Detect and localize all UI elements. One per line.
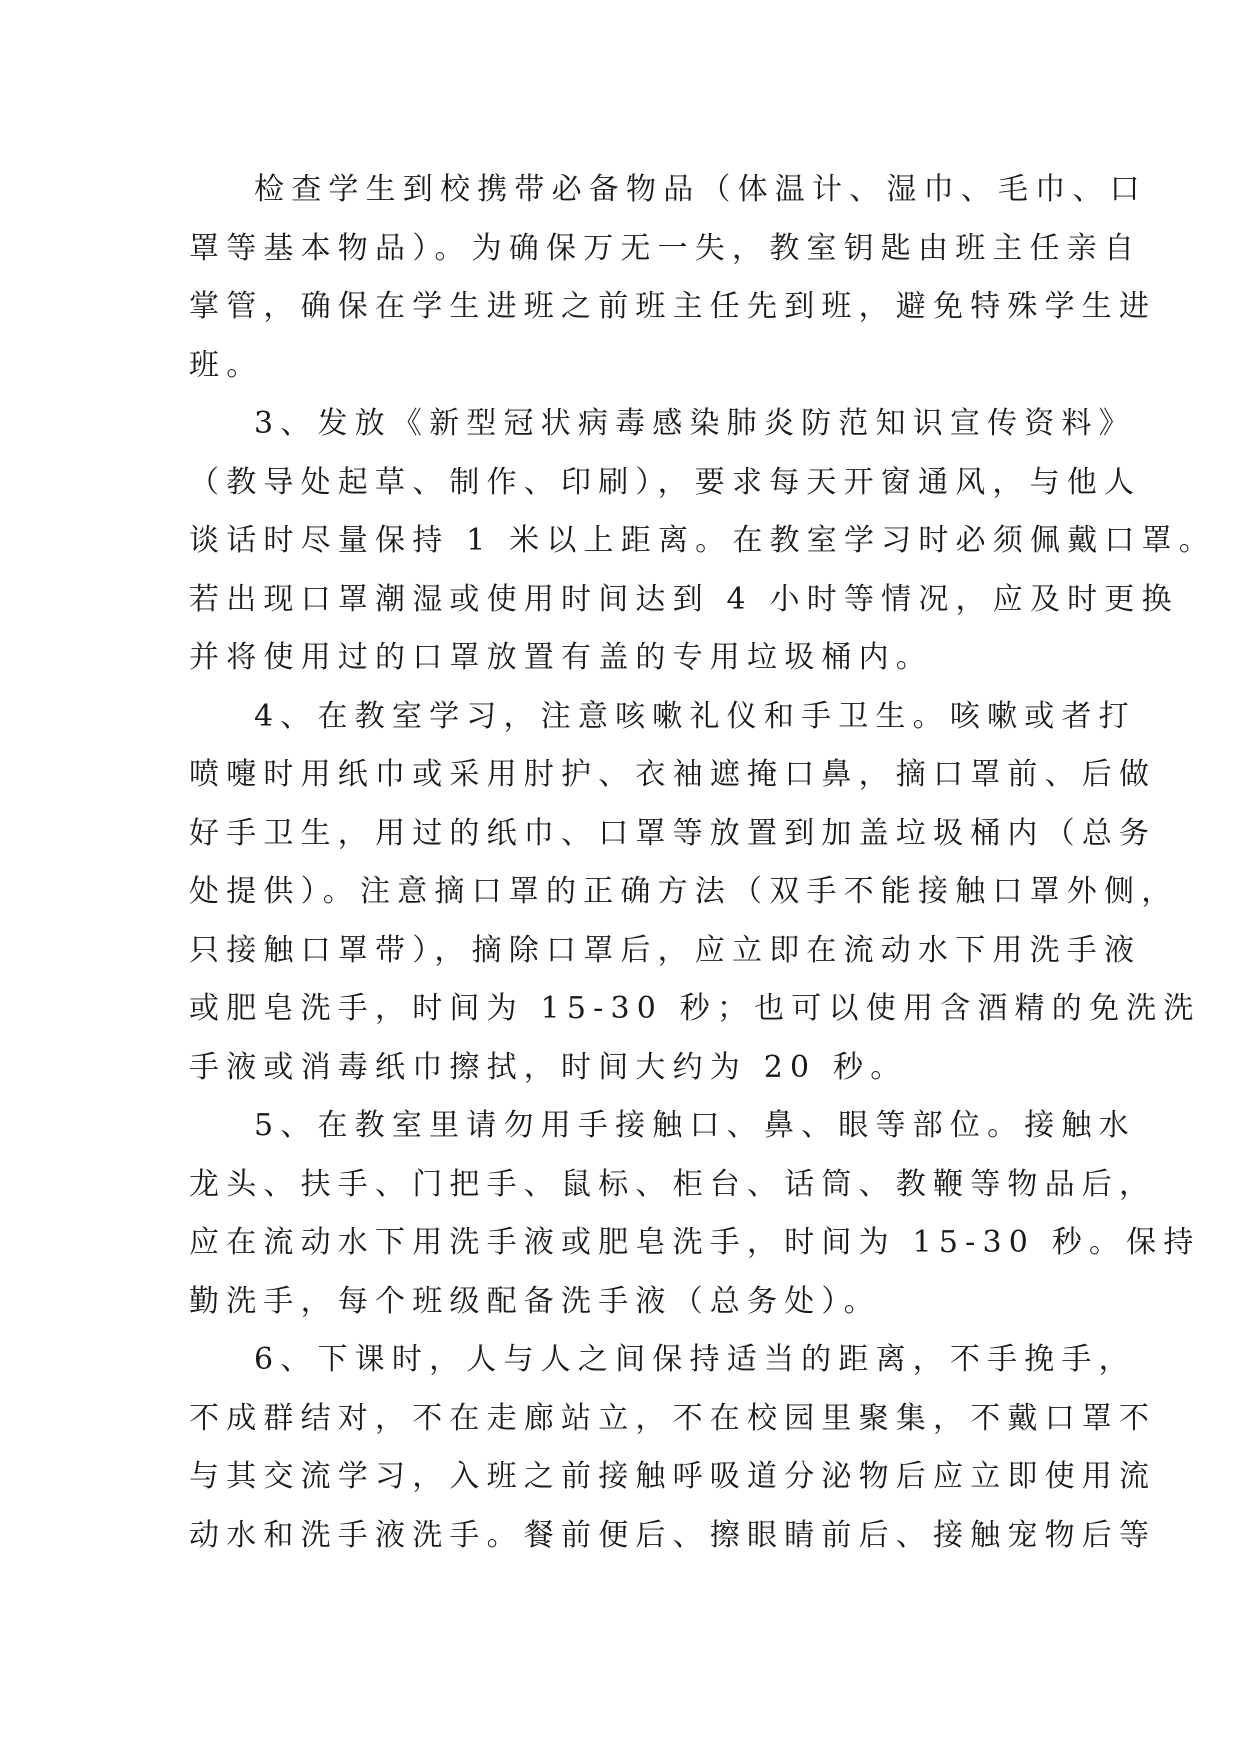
text-line: 勤洗手，每个班级配备洗手液（总务处）。 [189, 1283, 881, 1319]
text-line: 5、在教室里请勿用手接触口、鼻、眼等部位。接触水 [254, 1108, 1136, 1143]
text-line: 动水和洗手液洗手。餐前便后、擦眼睛前后、接触宠物后等 [189, 1517, 1157, 1553]
text-line: 谈话时尽量保持 1 米以上距离。在教室学习时必须佩戴口罩。 [189, 523, 1216, 558]
text-line: 3、发放《新型冠状病毒感染肺炎防范知识宣传资料》 [254, 406, 1136, 441]
text-line: 处提供）。注意摘口罩的正确方法（双手不能接触口罩外侧， [189, 874, 1179, 909]
text-line: 若出现口罩潮湿或使用时间达到 4 小时等情况，应及时更换 [189, 581, 1179, 617]
text-line: 检查学生到校携带必备物品（体温计、湿巾、毛巾、口 [254, 172, 1147, 207]
text-line: 罩等基本物品）。为确保万无一失，教室钥匙由班主任亲自 [189, 230, 1142, 266]
text-line: 班。 [189, 347, 264, 383]
text-line: 并将使用过的口罩放置有盖的专用垃圾桶内。 [189, 640, 933, 675]
document-body [189, 161, 1216, 1565]
text-line: 应在流动水下用洗手液或肥皂洗手，时间为 15-30 秒。保持 [189, 1225, 1201, 1260]
text-line: 掌管，确保在学生进班之前班主任先到班，避免特殊学生进 [189, 289, 1157, 324]
text-line: 好手卫生，用过的纸巾、口罩等放置到加盖垃圾桶内（总务 [189, 815, 1157, 851]
text-line: 喷嚏时用纸巾或采用肘护、衣袖遮掩口鼻，摘口罩前、后做 [189, 757, 1157, 792]
text-line: （教导处起草、制作、印刷），要求每天开窗通风，与他人 [189, 464, 1142, 500]
text-line: 与其交流学习，入班之前接触呼吸道分泌物后应立即使用流 [189, 1459, 1157, 1494]
text-line: 4、在教室学习，注意咳嗽礼仪和手卫生。咳嗽或者打 [254, 698, 1136, 734]
text-line: 或肥皂洗手，时间为 15-30 秒；也可以使用含酒精的免洗洗 [189, 991, 1201, 1026]
text-line: 不成群结对，不在走廊站立，不在校园里聚集，不戴口罩不 [189, 1400, 1157, 1436]
text-line: 手液或消毒纸巾擦拭，时间大约为 20 秒。 [189, 1049, 908, 1085]
text-line: 6、下课时，人与人之间保持适当的距离，不手挽手， [254, 1342, 1136, 1377]
text-line: 只接触口罩带），摘除口罩后，应立即在流动水下用洗手液 [189, 932, 1142, 968]
text-line: 龙头、扶手、门把手、鼠标、柜台、话筒、教鞭等物品后， [189, 1166, 1157, 1202]
